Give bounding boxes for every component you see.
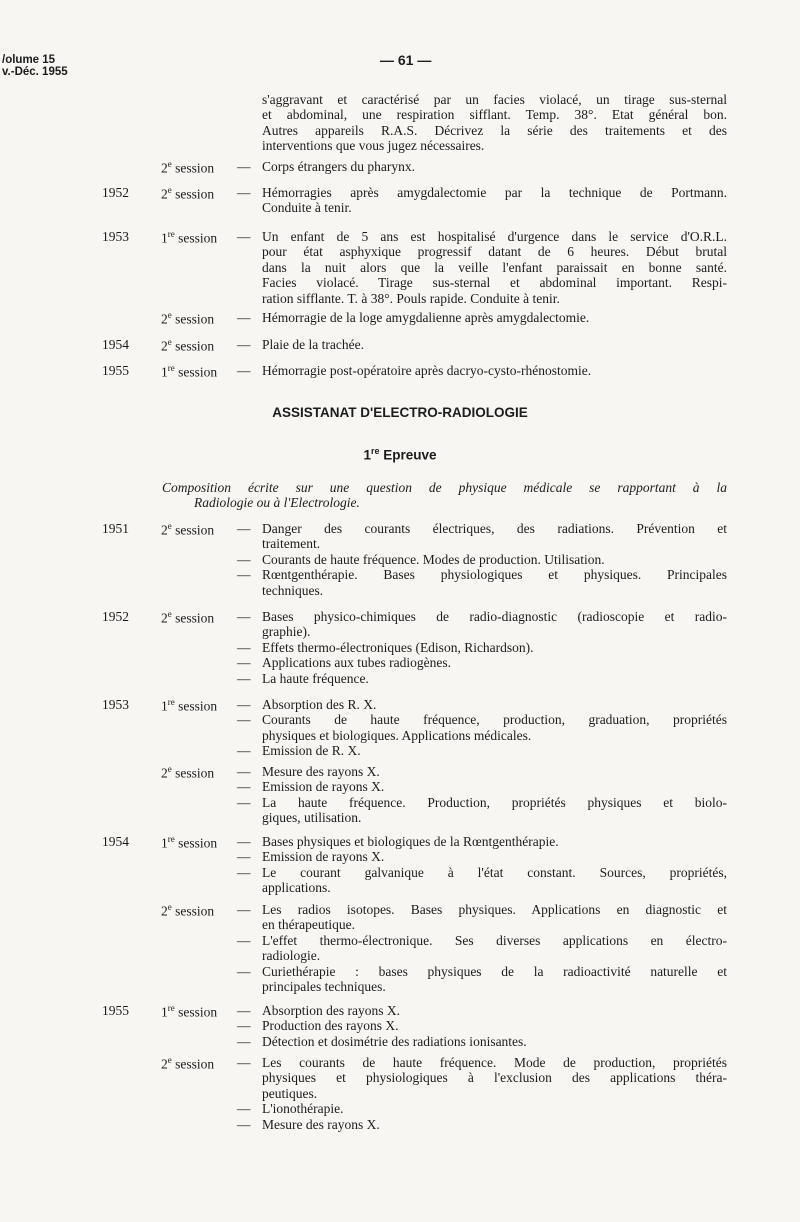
session-word: session (178, 230, 218, 246)
entry-item (262, 834, 727, 849)
item-dash: — (237, 1018, 251, 1034)
text-line: Curiethérapie : bases physiques de la radioactivité naturelle et (262, 963, 727, 979)
item-dash: — (237, 363, 251, 378)
text-line: L'ionothérapie. (262, 1101, 344, 1117)
text-line: Corps étrangers du pharynx. (262, 159, 415, 174)
entry-item (262, 1117, 727, 1132)
entry-year: 1955 (102, 363, 129, 378)
epreuve-description (162, 480, 727, 511)
entry-item (262, 849, 727, 864)
session-number: 2 (161, 338, 168, 354)
text-line: Applications aux tubes radiogènes. (262, 655, 451, 671)
session-suffix: e (167, 310, 172, 320)
session-word: session (175, 186, 215, 202)
item-dash: — (237, 655, 251, 671)
item-dash: — (237, 963, 251, 979)
entry-item (262, 764, 727, 779)
text-line: physiques et biologiques. Applications médicales. (262, 727, 532, 743)
entry-item (262, 671, 727, 686)
session-number: 2 (161, 311, 168, 327)
text-line: Production des rayons X. (262, 1018, 399, 1034)
text-line: radiologie. (262, 948, 321, 964)
text-line: s'aggravant et caractérisé par un facies violacé, un tirage sus-sternal (262, 92, 727, 107)
text-line: pour état asphyxique progressif datant de 6 heures. Début brutal (262, 244, 727, 260)
text-line: Détection et dosimétrie des radiations ionisantes. (262, 1033, 527, 1049)
entry-session (161, 609, 214, 627)
entry-item (262, 1034, 727, 1049)
text-line: Emission de R. X. (262, 743, 361, 759)
session-number: 2 (161, 160, 168, 176)
text-line: La haute fréquence. Production, propriétés physiques et biolo- (262, 794, 727, 810)
session-suffix: e (167, 159, 172, 169)
session-suffix: e (167, 521, 172, 531)
entry-item (262, 712, 727, 743)
entry-item (262, 795, 727, 826)
text-line: ration sifflante. T. à 38°. Pouls rapide. Conduite à tenir. (262, 290, 560, 306)
text-line: Bases physiques et biologiques de la Rœntgenthérapie. (262, 834, 559, 849)
text-line: et abdominal, une respiration sifflant. Temp. 38°. Etat général bon. (262, 107, 727, 123)
session-suffix: e (167, 609, 172, 619)
entry-item (262, 697, 727, 712)
text-line: Hémorragie de la loge amygdalienne après amygdalectomie. (262, 310, 590, 325)
entry-item (262, 521, 727, 552)
item-dash: — (237, 551, 251, 567)
text-line: principales techniques. (262, 979, 386, 994)
description-line: Radiologie ou à l'Electrologie. (194, 495, 360, 511)
session-number: 1 (161, 835, 168, 851)
entry-item (262, 779, 727, 794)
session-suffix: e (167, 337, 172, 347)
text-line: Les courants de haute fréquence. Mode de production, propriétés (262, 1055, 727, 1070)
entry-year: 1953 (102, 697, 129, 712)
text-line: peutiques. (262, 1085, 318, 1101)
entry-item (262, 185, 727, 216)
entry-item (262, 310, 727, 325)
text-line: applications. (262, 880, 331, 896)
item-dash: — (237, 521, 251, 536)
text-line: Absorption des R. X. (262, 697, 377, 712)
description-line: Composition écrite sur une question de physique médicale se rapportant à la (162, 480, 727, 495)
text-line: Courants de haute fréquence. Modes de production. Utilisation. (262, 551, 605, 567)
text-line: dans la nuit alors que la veille l'enfant paraissait en bonne santé. (262, 259, 727, 275)
text-line: Facies violacé. Tirage sus-sternal et abdominal important. Respi- (262, 275, 727, 291)
entry-item (262, 743, 727, 758)
session-word: session (175, 160, 215, 176)
text-line: traitement. (262, 536, 321, 552)
text-line: interventions que vous jugez nécessaires. (262, 138, 485, 154)
session-number: 1 (161, 230, 168, 246)
entry-item (262, 640, 727, 655)
text-line: Emission de rayons X. (262, 849, 385, 865)
text-line: Hémorragies après amygdalectomie par la technique de Portmann. (262, 185, 727, 200)
entry-item (262, 552, 727, 567)
item-dash: — (237, 849, 251, 865)
item-dash: — (237, 932, 251, 948)
text-line: Courants de haute fréquence, production, graduation, propriétés (262, 712, 727, 728)
entry-session (161, 229, 217, 247)
session-word: session (178, 835, 218, 851)
entry-item (262, 609, 727, 640)
item-dash: — (237, 1033, 251, 1049)
entry-item (262, 1018, 727, 1033)
entry-session (161, 764, 214, 782)
epreuve-number: 1 (363, 447, 371, 463)
entry-item (262, 933, 727, 964)
entry-item (262, 363, 727, 378)
session-number: 2 (161, 903, 168, 919)
session-word: session (175, 1056, 215, 1072)
session-word: session (178, 1004, 218, 1020)
session-word: session (175, 522, 215, 538)
session-number: 1 (161, 698, 168, 714)
entry-item (262, 337, 727, 352)
session-suffix: e (167, 1055, 172, 1065)
text-line: L'effet thermo-électronique. Ses diverses applications en électro- (262, 932, 727, 948)
text-line: Hémorragie post-opératoire après dacryo-cysto-rhénostomie. (262, 363, 592, 378)
epreuve-suffix: re (370, 446, 380, 456)
session-number: 2 (161, 610, 168, 626)
entry-item (262, 1055, 727, 1101)
page-number: — 61 — (380, 52, 432, 68)
text-line: Bases physico-chimiques de radio-diagnostic (radioscopie et radio- (262, 609, 727, 624)
item-dash: — (237, 743, 251, 759)
item-dash: — (237, 229, 251, 244)
entry-item (262, 902, 727, 933)
entry-session (161, 310, 214, 328)
item-dash: — (237, 864, 251, 880)
text-line: Rœntgenthérapie. Bases physiologiques et physiques. Principales (262, 567, 727, 583)
entry-session (161, 902, 214, 920)
session-number: 2 (161, 765, 168, 781)
session-word: session (178, 364, 218, 380)
entry-year: 1954 (102, 337, 129, 352)
entry-item (262, 865, 727, 896)
session-suffix: re (167, 834, 175, 844)
text-line: Absorption des rayons X. (262, 1003, 400, 1018)
date-label: v.-Déc. 1955 (2, 66, 68, 78)
text-line: Un enfant de 5 ans est hospitalisé d'urgence dans le service d'O.R.L. (262, 229, 727, 244)
session-number: 1 (161, 364, 168, 380)
entry-session (161, 834, 217, 852)
entry-year: 1953 (102, 229, 129, 244)
text-line: Plaie de la trachée. (262, 337, 364, 352)
item-dash: — (237, 1101, 251, 1117)
entry-year: 1952 (102, 185, 129, 200)
text-line: Mesure des rayons X. (262, 764, 380, 779)
session-word: session (175, 311, 215, 327)
item-dash: — (237, 1055, 251, 1070)
entry-item (262, 964, 727, 995)
item-dash: — (237, 834, 251, 849)
item-dash: — (237, 764, 251, 779)
text-line: Autres appareils R.A.S. Décrivez la série des traitements et des (262, 122, 727, 138)
session-word: session (178, 698, 218, 714)
entry-session (161, 521, 214, 539)
session-number: 1 (161, 1004, 168, 1020)
session-suffix: re (167, 697, 175, 707)
session-word: session (175, 903, 215, 919)
item-dash: — (237, 794, 251, 810)
item-dash: — (237, 567, 251, 583)
session-suffix: re (167, 1003, 175, 1013)
session-suffix: e (167, 902, 172, 912)
section-title: ASSISTANAT D'ELECTRO-RADIOLOGIE (272, 405, 528, 420)
text-line: techniques. (262, 582, 324, 598)
text-line: Le courant galvanique à l'état constant. Sources, propriétés, (262, 864, 727, 880)
text-line: giques, utilisation. (262, 810, 362, 826)
entry-session (161, 1003, 217, 1021)
session-word: session (175, 610, 215, 626)
item-dash: — (237, 902, 251, 917)
entry-session (161, 1055, 214, 1073)
volume-label: /olume 15 (2, 54, 56, 66)
text-line: La haute fréquence. (262, 670, 369, 686)
entry-year: 1954 (102, 834, 129, 849)
session-suffix: e (167, 185, 172, 195)
session-suffix: e (167, 764, 172, 774)
session-number: 2 (161, 1056, 168, 1072)
text-line: graphie). (262, 624, 311, 640)
item-dash: — (237, 1003, 251, 1018)
item-dash: — (237, 779, 251, 795)
session-number: 2 (161, 186, 168, 202)
session-number: 2 (161, 522, 168, 538)
entry-item (262, 159, 727, 174)
entry-session (161, 697, 217, 715)
item-dash: — (237, 712, 251, 728)
item-dash: — (237, 639, 251, 655)
entry-item (262, 567, 727, 598)
text-line: en thérapeutique. (262, 917, 355, 933)
entry-item (262, 1003, 727, 1018)
entry-item (262, 1101, 727, 1116)
entry-session (161, 363, 217, 381)
item-dash: — (237, 159, 251, 174)
entry-item (262, 229, 727, 306)
entry-item (262, 655, 727, 670)
session-suffix: re (167, 229, 175, 239)
session-word: session (175, 765, 215, 781)
text-line: Conduite à tenir. (262, 200, 352, 216)
entry-year: 1951 (102, 521, 129, 536)
text-line: Mesure des rayons X. (262, 1116, 380, 1132)
session-suffix: re (167, 363, 175, 373)
continuation-paragraph (262, 92, 727, 154)
epreuve-word: Epreuve (383, 447, 437, 463)
entry-session (161, 337, 214, 355)
item-dash: — (237, 1116, 251, 1132)
item-dash: — (237, 310, 251, 325)
entry-year: 1955 (102, 1003, 129, 1018)
item-dash: — (237, 609, 251, 624)
text-line: Effets thermo-électroniques (Edison, Richardson). (262, 639, 534, 655)
item-dash: — (237, 185, 251, 200)
item-dash: — (237, 670, 251, 686)
session-word: session (175, 338, 215, 354)
running-header (2, 54, 68, 78)
text-line: Emission de rayons X. (262, 779, 385, 795)
text-line: physiques et physiologiques à l'exclusion des applications théra- (262, 1070, 727, 1086)
item-dash: — (237, 697, 251, 712)
entry-year: 1952 (102, 609, 129, 624)
text-line: Danger des courants électriques, des radiations. Prévention et (262, 521, 727, 536)
text-line: Les radios isotopes. Bases physiques. Applications en diagnostic et (262, 902, 727, 917)
epreuve-heading (0, 446, 800, 463)
item-dash: — (237, 337, 251, 352)
entry-session (161, 159, 214, 177)
entry-session (161, 185, 214, 203)
